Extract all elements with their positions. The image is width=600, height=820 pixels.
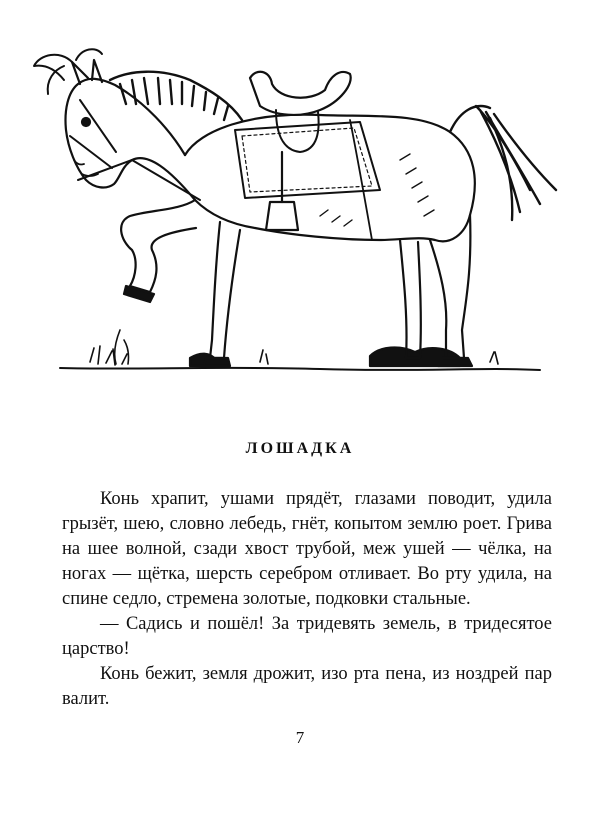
horse-body (185, 115, 475, 242)
story-paragraph: — Садись и пошёл! За тридевять земель, в тридесятое царство! (62, 614, 552, 659)
horse-mane (110, 72, 242, 120)
horse-tail (450, 106, 556, 220)
story-paragraph: Конь бежит, земля дрожит, изо рта пена, из ноздрей пар валит. (62, 664, 552, 709)
story-paragraph: Конь храпит, ушами прядёт, глазами поводит, удила грызёт, шею, словно лебедь, гнёт, копытом землю роет. Грива на шее волной, сзади хвост трубой, меж ушей — чёлка, на ногах — щётка, шерсть серебром отливает. Во рту удила, на спине седло, стремена золотые, подковки стальные. (62, 489, 552, 609)
horse-illustration (20, 40, 580, 390)
story-title: ЛОШАДКА (245, 440, 355, 457)
horse-foreleg-raised (121, 200, 196, 292)
horse-foreleg (210, 222, 240, 358)
saddle (250, 72, 351, 115)
horse-hindleg (430, 215, 470, 358)
horse-neck (66, 79, 196, 200)
stirrup (266, 152, 298, 230)
story-text (62, 487, 552, 712)
page-number: 7 (295, 728, 305, 747)
